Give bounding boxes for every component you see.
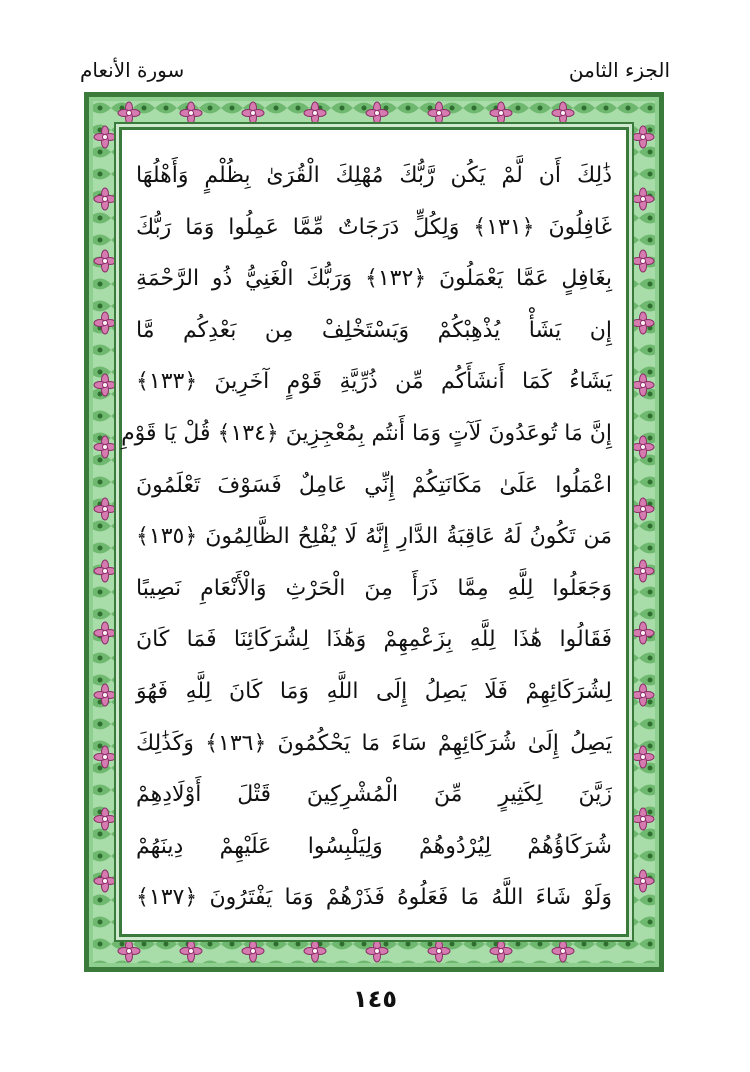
verse-line: زَيَّنَ لِكَثِيرٍ مِّنَ الْمُشْرِكِينَ قَتْلَ أَوْلَادِهِمْ: [136, 782, 612, 808]
verse-line: يَشَاءُ كَمَا أَنشَأَكُم مِّن ذُرِّيَّةِ قَوْمٍ آخَرِينَ ﴿١٣٣﴾: [136, 369, 612, 395]
verse-line: لِشُرَكَائِهِمْ فَلَا يَصِلُ إِلَى اللَّهِ وَمَا كَانَ لِلَّهِ فَهُوَ: [136, 678, 612, 704]
verse-line: يَصِلُ إِلَىٰ شُرَكَائِهِمْ سَاءَ مَا يَحْكُمُونَ ﴿١٣٦﴾ وَكَذَٰلِكَ: [136, 730, 612, 756]
verse-lines: [121, 150, 612, 924]
surah-title: سورة الأنعام: [80, 58, 185, 82]
verse-line: غَافِلُونَ ﴿١٣١﴾ وَلِكُلٍّ دَرَجَاتٌ مِّمَّا عَمِلُوا وَمَا رَبُّكَ: [136, 214, 612, 240]
text-area: [119, 127, 629, 937]
verse-line: بِغَافِلٍ عَمَّا يَعْمَلُونَ ﴿١٣٢﴾ وَرَبُّكَ الْغَنِيُّ ذُو الرَّحْمَةِ: [136, 266, 612, 292]
verse-line: وَلَوْ شَاءَ اللَّهُ مَا فَعَلُوهُ فَذَرْهُمْ وَمَا يَفْتَرُونَ ﴿١٣٧﴾: [136, 885, 612, 911]
page-number: ١٤٥: [353, 985, 397, 1013]
verse-line: مَن تَكُونُ لَهُ عَاقِبَةُ الدَّارِ إِنَّهُ لَا يُفْلِحُ الظَّالِمُونَ ﴿١٣٥﴾: [136, 524, 612, 550]
verse-line: إِنَّ مَا تُوعَدُونَ لَآتٍ وَمَا أَنتُم بِمُعْجِزِينَ ﴿١٣٤﴾ قُلْ يَا قَوْمِ: [121, 420, 612, 446]
decorative-frame: [84, 92, 664, 972]
verse-line: شُرَكَاؤُهُمْ لِيُرْدُوهُمْ وَلِيَلْبِسُوا عَلَيْهِمْ دِينَهُمْ: [136, 833, 612, 859]
verse-line: ذَٰلِكَ أَن لَّمْ يَكُن رَّبُّكَ مُهْلِكَ الْقُرَىٰ بِظُلْمٍ وَأَهْلُهَا: [136, 163, 612, 188]
juz-title: الجزء الثامن: [568, 58, 670, 82]
page-header: [80, 58, 670, 88]
verse-line: إِن يَشَأْ يُذْهِبْكُمْ وَيَسْتَخْلِفْ مِن بَعْدِكُم مَّا: [136, 317, 612, 343]
verse-line: اعْمَلُوا عَلَىٰ مَكَانَتِكُمْ إِنِّي عَامِلٌ فَسَوْفَ تَعْلَمُونَ: [136, 472, 612, 498]
verse-line: فَقَالُوا هَٰذَا لِلَّهِ بِزَعْمِهِمْ وَهَٰذَا لِشُرَكَائِنَا فَمَا كَانَ: [136, 627, 612, 653]
verse-line: وَجَعَلُوا لِلَّهِ مِمَّا ذَرَأَ مِنَ الْحَرْثِ وَالْأَنْعَامِ نَصِيبًا: [136, 575, 612, 601]
